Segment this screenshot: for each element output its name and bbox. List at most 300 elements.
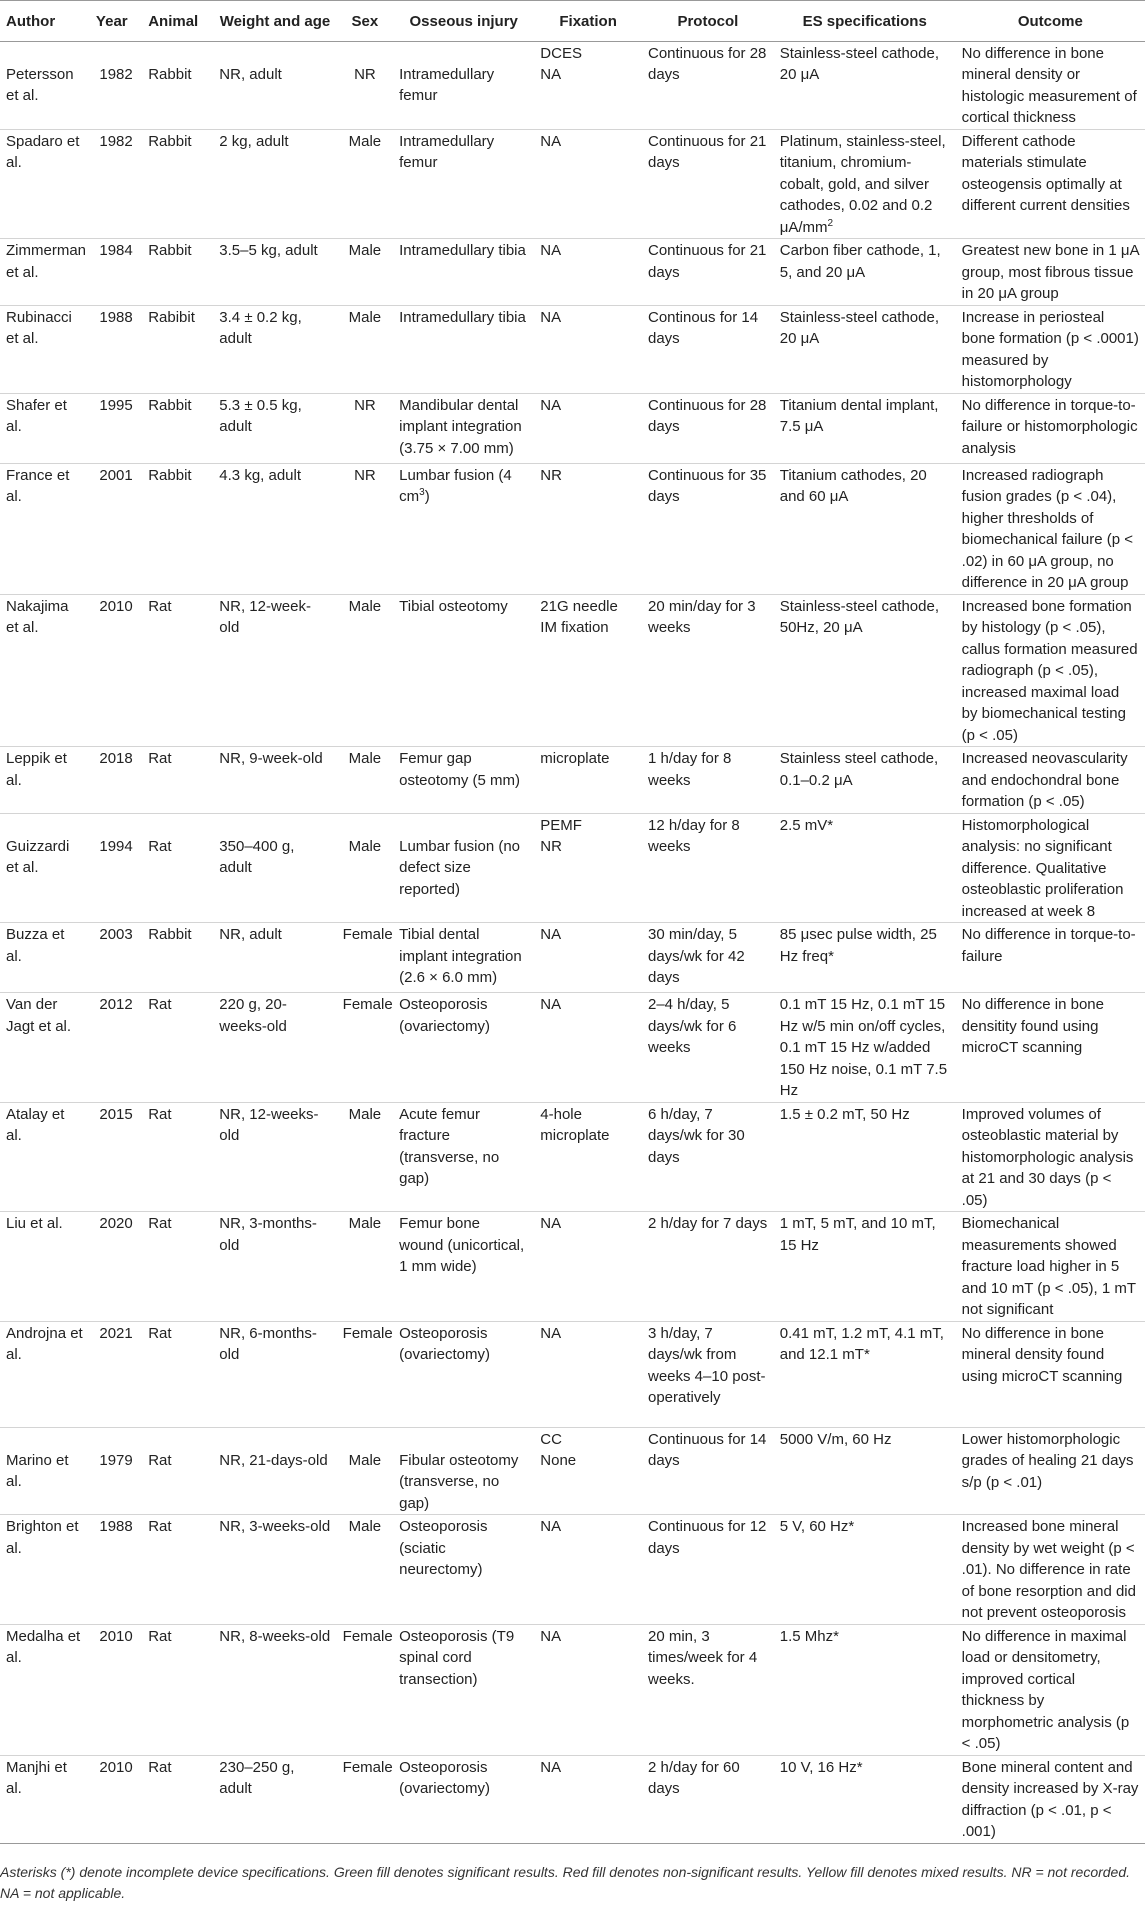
cell-protocol-text: 1 h/day for 8 weeks [647, 750, 732, 789]
cell-year [90, 1755, 142, 1843]
cell-fixation-text: NA [540, 1627, 562, 1645]
cell-author-text: Petersson et al. [6, 65, 74, 104]
cell-protocol-text: 20 min/day for 3 weeks [647, 597, 756, 636]
cell-author-text: Spadaro et al. [6, 132, 80, 171]
cell-protocol [642, 239, 774, 306]
header-protocol: Protocol [642, 1, 774, 42]
cell-protocol-text: Continuous for 35 days [647, 466, 767, 505]
cell-sex-text: Male [348, 597, 382, 615]
cell-protocol-text: Continous for 14 days [647, 308, 759, 347]
cell-animal-text: Rat [148, 1324, 172, 1342]
cell-animal [142, 1102, 213, 1212]
cell-weight-age [213, 463, 336, 594]
group-label: CC [540, 1430, 562, 1448]
cell-protocol [642, 813, 774, 923]
cell-author-text: Guizzardi et al. [6, 837, 70, 876]
cell-outcome-text: Increase in periosteal bone formation (p < .0001) measured by histomorphology [961, 308, 1139, 390]
cell-protocol [642, 393, 774, 463]
cell-sex-text: Male [348, 1105, 382, 1123]
cell-year-text: 2018 [99, 750, 133, 767]
cell-protocol [642, 129, 774, 239]
cell-animal [142, 813, 213, 923]
cell-author [0, 239, 90, 306]
cell-es-specifications-text: 0.41 mT, 1.2 mT, 4.1 mT, and 12.1 mT* [779, 1324, 944, 1363]
cell-osseous-injury-text: Lumbar fusion (4 cm [399, 466, 512, 505]
cell-sex [337, 1515, 393, 1625]
cell-animal-text: Rat [148, 1518, 172, 1535]
table-row [0, 463, 1145, 594]
cell-outcome-text: No difference in maximal load or densitometry, improved cortical thickness by morphometric analysis (p < .05) [961, 1627, 1130, 1752]
cell-osseous-injury-text: Intramedullary femur [399, 65, 495, 104]
cell-year-text: 2001 [99, 466, 133, 484]
cell-author [0, 993, 90, 1103]
cell-year [90, 129, 142, 239]
cell-protocol-text: 20 min, 3 times/week for 4 weeks. [647, 1627, 758, 1688]
cell-outcome-text: Different cathode materials stimulate osteogensis optimally at different current densities [961, 132, 1130, 214]
cell-weight-age-text: 3.4 ± 0.2 kg, adult [219, 308, 302, 347]
cell-sex-text: Female [342, 926, 393, 943]
cell-sex-text: Male [348, 750, 382, 767]
cell-outcome-text: No difference in bone mineral density found using microCT scanning [961, 1324, 1123, 1385]
cell-weight-age [213, 393, 336, 463]
cell-osseous-injury [393, 1427, 534, 1515]
cell-fixation [534, 1321, 642, 1427]
table-row [0, 993, 1145, 1103]
cell-weight-age-text: NR, 8-weeks-old [219, 1627, 331, 1645]
cell-sex [337, 1755, 393, 1843]
cell-fixation [534, 923, 642, 993]
cell-weight-age-text: NR, 12-week-old [219, 597, 311, 636]
cell-es-specifications [774, 239, 956, 306]
cell-author [0, 1755, 90, 1843]
cell-fixation [534, 594, 642, 747]
cell-osseous-injury-text: Osteoporosis (T9 spinal cord transection) [399, 1627, 515, 1688]
cell-sex-text: Male [348, 1518, 382, 1535]
cell-fixation [534, 393, 642, 463]
cell-weight-age [213, 747, 336, 814]
cell-protocol [642, 993, 774, 1103]
cell-animal-text: Rat [148, 1215, 172, 1232]
cell-outcome-text: No difference in bone mineral density or histologic measurement of cortical thickness [961, 44, 1137, 126]
cell-protocol-text: 6 h/day, 7 days/wk for 30 days [647, 1105, 745, 1166]
cell-outcome [956, 923, 1145, 993]
cell-weight-age-text: NR, 9-week-old [219, 750, 323, 767]
cell-protocol [642, 1624, 774, 1755]
cell-year [90, 993, 142, 1103]
cell-osseous-injury [393, 747, 534, 814]
cell-author [0, 813, 90, 923]
cell-osseous-injury-text: Tibial dental implant integration (2.6 × 6.0 mm) [399, 926, 522, 986]
cell-outcome-text: No difference in torque-to-failure [961, 926, 1136, 965]
cell-year [90, 1212, 142, 1322]
cell-es-specifications-text: Stainless-steel cathode, 50Hz, 20 μA [779, 597, 939, 636]
cell-sex [337, 747, 393, 814]
cell-protocol-text: 2 h/day for 60 days [647, 1758, 740, 1797]
cell-animal-text: Rat [148, 837, 172, 855]
cell-sex-text: Female [342, 1758, 393, 1776]
cell-weight-age-text: NR, 6-months-old [219, 1324, 317, 1363]
cell-osseous-injury-text: Acute femur fracture (transverse, no gap) [399, 1105, 500, 1187]
cell-author [0, 1321, 90, 1427]
superscript: 2 [827, 217, 834, 229]
cell-weight-age-text: 2 kg, adult [219, 132, 289, 150]
cell-weight-age-text: 4.3 kg, adult [219, 466, 302, 484]
cell-osseous-injury-tail: ) [424, 488, 430, 505]
cell-es-specifications-text: 2.5 mV* [779, 816, 834, 834]
cell-osseous-injury [393, 129, 534, 239]
table-row [0, 41, 1145, 129]
cell-es-specifications-text: 1 mT, 5 mT, and 10 mT, 15 Hz [779, 1215, 936, 1254]
cell-outcome-text: Lower histomorphologic grades of healing 21 days s/p (p < .01) [961, 1430, 1134, 1491]
cell-sex-text: NR [354, 65, 376, 83]
cell-author-text: Van der Jagt et al. [6, 996, 72, 1035]
cell-year-text: 2010 [99, 597, 133, 615]
cell-animal-text: Rat [148, 750, 172, 767]
cell-weight-age-text: NR, 3-months-old [219, 1215, 317, 1254]
cell-outcome [956, 463, 1145, 594]
cell-osseous-injury [393, 813, 534, 923]
cell-author [0, 747, 90, 814]
cell-fixation-text: microplate [540, 750, 610, 767]
cell-animal-text: Rabbit [148, 926, 192, 943]
cell-es-specifications [774, 1427, 956, 1515]
superscript: 3 [419, 487, 425, 498]
cell-es-specifications [774, 41, 956, 129]
cell-author-text: Rubinacci et al. [6, 308, 72, 347]
cell-weight-age-text: NR, 3-weeks-old [219, 1518, 331, 1535]
cell-osseous-injury-text: Osteoporosis (ovariectomy) [399, 1324, 490, 1363]
cell-author [0, 463, 90, 594]
cell-outcome-text: Increased neovascularity and endochondral bone formation (p < .05) [961, 750, 1128, 810]
cell-weight-age [213, 1102, 336, 1212]
cell-protocol [642, 1755, 774, 1843]
cell-osseous-injury-text: Intramedullary tibia [399, 242, 526, 259]
cell-es-specifications-text: Carbon fiber cathode, 1, 5, and 20 μA [779, 242, 941, 281]
cell-animal-text: Rat [148, 1758, 172, 1776]
cell-weight-age [213, 305, 336, 393]
cell-outcome [956, 41, 1145, 129]
cell-outcome-text: Increased bone mineral density by wet weight (p < .01). No difference in rate of bone resorption and did not prevent osteoporosis [961, 1518, 1136, 1621]
header-es-specifications: ES specifications [774, 1, 956, 42]
cell-fixation-text: NA [540, 1215, 562, 1232]
cell-year [90, 1515, 142, 1625]
header-year: Year [90, 1, 142, 42]
cell-year-text: 1982 [99, 132, 133, 150]
cell-weight-age [213, 1624, 336, 1755]
cell-sex [337, 305, 393, 393]
cell-es-specifications [774, 1515, 956, 1625]
cell-sex-text: NR [354, 466, 376, 484]
cell-fixation-text: NA [540, 65, 562, 83]
cell-animal-text: Rat [148, 996, 172, 1013]
cell-animal [142, 923, 213, 993]
cell-year [90, 923, 142, 993]
cell-fixation [534, 1515, 642, 1625]
table-header [0, 1, 1145, 42]
cell-es-specifications-text: 5000 V/m, 60 Hz [779, 1430, 892, 1448]
cell-fixation [534, 1212, 642, 1322]
table-row [0, 594, 1145, 747]
cell-sex [337, 594, 393, 747]
table-row [0, 1624, 1145, 1755]
group-label: PEMF [540, 816, 582, 834]
cell-fixation-text: NA [540, 1518, 562, 1535]
cell-osseous-injury-text: Femur gap osteotomy (5 mm) [399, 750, 520, 789]
cell-protocol [642, 305, 774, 393]
cell-fixation-text: 4-hole microplate [540, 1105, 610, 1144]
cell-author [0, 305, 90, 393]
cell-author [0, 1427, 90, 1515]
cell-animal-text: Rat [148, 597, 172, 615]
cell-es-specifications-text: 0.1 mT 15 Hz, 0.1 mT 15 Hz w/5 min on/off cycles, 0.1 mT 15 Hz w/added 150 Hz noise, 0.1 mT 7.5 Hz [779, 996, 948, 1099]
cell-protocol-text: 2–4 h/day, 5 days/wk for 6 weeks [647, 996, 737, 1056]
cell-es-specifications-text: Titanium cathodes, 20 and 60 μA [779, 466, 927, 505]
table-row [0, 1321, 1145, 1427]
table-row [0, 393, 1145, 463]
header-sex: Sex [337, 1, 393, 42]
cell-animal [142, 747, 213, 814]
group-label: DCES [540, 44, 582, 62]
cell-protocol [642, 41, 774, 129]
cell-osseous-injury [393, 463, 534, 594]
cell-sex [337, 923, 393, 993]
cell-year-text: 2010 [99, 1758, 133, 1776]
cell-fixation [534, 993, 642, 1103]
cell-animal-text: Rabbit [148, 242, 192, 259]
cell-osseous-injury-text: Osteoporosis (ovariectomy) [399, 996, 490, 1035]
table-row [0, 1212, 1145, 1322]
cell-sex [337, 813, 393, 923]
cell-fixation-text: NR [540, 466, 562, 484]
cell-sex-text: Female [342, 1627, 393, 1645]
cell-weight-age [213, 1212, 336, 1322]
cell-osseous-injury [393, 239, 534, 306]
cell-es-specifications-text: 5 V, 60 Hz* [779, 1518, 855, 1535]
table-footnote: Asterisks (*) denote incomplete device specifications. Green fill denotes significant results. Red fill denotes non-significant results. Yellow fill denotes mixed results. NR = not recorded. NA = not applicable. [0, 1864, 1131, 1901]
header-author: Author [0, 1, 90, 42]
cell-fixation [534, 41, 642, 129]
cell-author-text: Brighton et al. [6, 1518, 79, 1557]
cell-fixation [534, 1755, 642, 1843]
header-weight-age: Weight and age [213, 1, 336, 42]
cell-osseous-injury-text: Tibial osteotomy [399, 597, 508, 615]
cell-osseous-injury [393, 1624, 534, 1755]
cell-year-text: 2010 [99, 1627, 133, 1645]
cell-weight-age-text: 5.3 ± 0.5 kg, adult [219, 396, 302, 435]
cell-es-specifications [774, 993, 956, 1103]
cell-weight-age [213, 1321, 336, 1427]
cell-protocol [642, 1515, 774, 1625]
cell-osseous-injury-text: Mandibular dental implant integration (3.75 × 7.00 mm) [399, 396, 522, 457]
cell-sex [337, 129, 393, 239]
cell-year-text: 1988 [99, 308, 133, 326]
cell-weight-age [213, 813, 336, 923]
cell-es-specifications-text: Stainless steel cathode, 0.1–0.2 μA [779, 750, 939, 789]
cell-animal [142, 1212, 213, 1322]
cell-sex [337, 1427, 393, 1515]
cell-es-specifications [774, 305, 956, 393]
cell-outcome-text: No difference in torque-to-failure or histomorphologic analysis [961, 396, 1138, 457]
cell-animal [142, 1321, 213, 1427]
cell-animal-text: Rabbit [148, 396, 192, 414]
cell-osseous-injury [393, 1515, 534, 1625]
cell-protocol-text: 30 min/day, 5 days/wk for 42 days [647, 926, 745, 986]
cell-year [90, 1321, 142, 1427]
cell-author-text: Manjhi et al. [6, 1758, 67, 1797]
cell-weight-age [213, 129, 336, 239]
cell-es-specifications [774, 463, 956, 594]
cell-outcome-text: Increased radiograph fusion grades (p < .04), higher thresholds of biomechanical failure (p < .02) in 60 μA group, no difference in 20 μA group [961, 466, 1134, 591]
cell-fixation [534, 239, 642, 306]
cell-sex [337, 1321, 393, 1427]
cell-osseous-injury [393, 305, 534, 393]
cell-fixation-text: NA [540, 1324, 562, 1342]
cell-fixation-text: NA [540, 396, 562, 414]
header-fixation: Fixation [534, 1, 642, 42]
cell-sex-text: NR [354, 396, 376, 414]
cell-author [0, 594, 90, 747]
cell-outcome [956, 393, 1145, 463]
cell-es-specifications [774, 923, 956, 993]
cell-author-text: Liu et al. [6, 1215, 63, 1232]
cell-year-text: 2020 [99, 1215, 133, 1232]
table-row [0, 1515, 1145, 1625]
cell-outcome [956, 1321, 1145, 1427]
cell-animal-text: Rabbit [148, 466, 192, 484]
cell-year [90, 393, 142, 463]
table-row [0, 1427, 1145, 1515]
cell-weight-age [213, 1755, 336, 1843]
cell-weight-age-text: NR, adult [219, 926, 282, 943]
cell-animal [142, 1755, 213, 1843]
cell-osseous-injury [393, 1755, 534, 1843]
cell-sex [337, 393, 393, 463]
cell-outcome [956, 1212, 1145, 1322]
cell-author [0, 41, 90, 129]
cell-outcome [956, 594, 1145, 747]
cell-outcome-text: No difference in bone densitity found using microCT scanning [961, 996, 1104, 1056]
cell-year-text: 1988 [99, 1518, 133, 1535]
cell-animal [142, 393, 213, 463]
cell-animal-text: Rabbit [148, 65, 192, 83]
cell-animal-text: Rabibit [148, 308, 195, 326]
cell-es-specifications [774, 1624, 956, 1755]
table-row [0, 923, 1145, 993]
cell-year-text: 2012 [99, 996, 133, 1013]
cell-animal [142, 1515, 213, 1625]
cell-protocol-text: Continuous for 28 days [647, 44, 767, 83]
cell-animal [142, 41, 213, 129]
cell-year [90, 747, 142, 814]
cell-sex [337, 239, 393, 306]
cell-osseous-injury [393, 1321, 534, 1427]
cell-sex [337, 1102, 393, 1212]
cell-sex-text: Male [348, 132, 382, 150]
cell-protocol-text: 2 h/day for 7 days [647, 1215, 768, 1232]
cell-fixation [534, 129, 642, 239]
cell-outcome [956, 239, 1145, 306]
cell-fixation-text: NA [540, 996, 562, 1013]
cell-fixation-text: NR [540, 837, 562, 855]
cell-outcome [956, 129, 1145, 239]
cell-sex-text: Male [348, 308, 382, 326]
cell-outcome [956, 1427, 1145, 1515]
header-animal: Animal [142, 1, 213, 42]
cell-protocol-text: Continuous for 14 days [647, 1430, 767, 1469]
cell-year [90, 41, 142, 129]
cell-protocol [642, 747, 774, 814]
cell-animal [142, 1427, 213, 1515]
table-body [0, 41, 1145, 1843]
cell-weight-age-text: 220 g, 20-weeks-old [219, 996, 287, 1035]
cell-author [0, 1102, 90, 1212]
cell-author-text: France et al. [6, 466, 70, 505]
cell-protocol [642, 594, 774, 747]
cell-osseous-injury [393, 41, 534, 129]
cell-osseous-injury-text: Intramedullary femur [399, 132, 495, 171]
cell-weight-age [213, 41, 336, 129]
cell-protocol-text: Continuous for 12 days [647, 1518, 767, 1557]
cell-animal [142, 1624, 213, 1755]
cell-outcome [956, 305, 1145, 393]
cell-year [90, 239, 142, 306]
cell-author-text: Marino et al. [6, 1451, 69, 1490]
cell-protocol-text: 12 h/day for 8 weeks [647, 816, 740, 855]
cell-weight-age-text: NR, 12-weeks-old [219, 1105, 319, 1144]
cell-fixation [534, 747, 642, 814]
cell-sex-text: Female [342, 1324, 393, 1342]
table-row [0, 1102, 1145, 1212]
cell-year [90, 1427, 142, 1515]
header-osseous-injury: Osseous injury [393, 1, 534, 42]
cell-es-specifications-text: Stainless-steel cathode, 20 μA [779, 308, 939, 347]
cell-protocol [642, 1427, 774, 1515]
cell-author [0, 1212, 90, 1322]
cell-year [90, 813, 142, 923]
cell-es-specifications [774, 813, 956, 923]
table-row [0, 813, 1145, 923]
cell-es-specifications [774, 1102, 956, 1212]
cell-fixation [534, 463, 642, 594]
cell-author-text: Buzza et al. [6, 926, 65, 965]
cell-fixation [534, 1102, 642, 1212]
cell-es-specifications [774, 1755, 956, 1843]
cell-outcome [956, 813, 1145, 923]
cell-fixation [534, 813, 642, 923]
table-row [0, 129, 1145, 239]
cell-outcome [956, 747, 1145, 814]
cell-sex [337, 41, 393, 129]
cell-protocol-text: Continuous for 21 days [647, 242, 767, 281]
cell-weight-age-text: NR, 21-days-old [219, 1451, 328, 1469]
cell-weight-age-text: 3.5–5 kg, adult [219, 242, 318, 259]
cell-es-specifications [774, 747, 956, 814]
cell-animal [142, 993, 213, 1103]
cell-year-text: 1984 [99, 242, 133, 259]
cell-osseous-injury [393, 594, 534, 747]
cell-outcome [956, 1102, 1145, 1212]
cell-protocol-text: Continuous for 21 days [647, 132, 767, 171]
cell-protocol [642, 1321, 774, 1427]
cell-osseous-injury [393, 923, 534, 993]
cell-es-specifications [774, 1321, 956, 1427]
cell-osseous-injury [393, 393, 534, 463]
cell-outcome-text: Histomorphological analysis: no significant difference. Qualitative osteoblastic proliferation increased at week 8 [961, 816, 1124, 920]
cell-author-text: Medalha et al. [6, 1627, 81, 1666]
cell-outcome [956, 1624, 1145, 1755]
cell-weight-age [213, 239, 336, 306]
cell-year-text: 1979 [99, 1451, 133, 1469]
